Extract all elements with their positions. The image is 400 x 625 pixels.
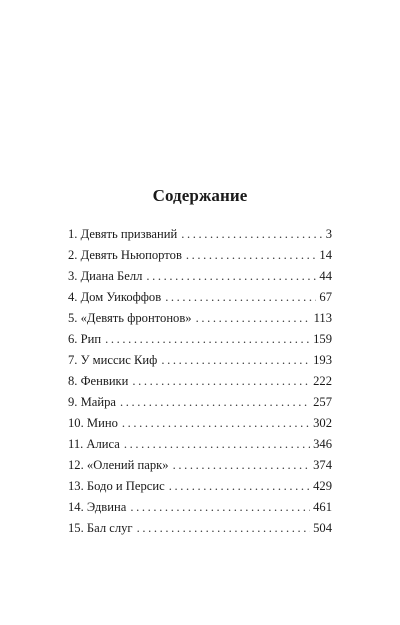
toc-entry bbox=[68, 455, 332, 476]
toc-entry-page: 14 bbox=[319, 248, 332, 262]
toc-entry-page: 44 bbox=[319, 269, 332, 283]
toc-entry-page: 222 bbox=[313, 374, 332, 388]
toc-leader-dots bbox=[120, 392, 310, 413]
toc-leader-dots bbox=[146, 266, 316, 287]
toc-entry-page: 302 bbox=[313, 416, 332, 430]
toc-entry-label: 3. Диана Белл bbox=[68, 269, 143, 283]
toc-leader-dots bbox=[130, 497, 310, 518]
toc-entry-label: 9. Майра bbox=[68, 395, 117, 409]
toc-entry-label: 13. Бодо и Персис bbox=[68, 479, 165, 493]
toc-leader-dots bbox=[169, 476, 310, 497]
toc-entry-label: 5. «Девять фронтонов» bbox=[68, 311, 192, 325]
toc-entry bbox=[68, 434, 332, 455]
toc-entry-label: 11. Алиса bbox=[68, 437, 120, 451]
toc-entry-label: 4. Дом Уикоффов bbox=[68, 290, 162, 304]
toc-leader-dots bbox=[122, 413, 310, 434]
toc-entry-label: 15. Бал слуг bbox=[68, 521, 133, 535]
toc-entry-page: 504 bbox=[313, 521, 332, 535]
toc-leader-dots bbox=[196, 308, 311, 329]
toc-leader-dots bbox=[173, 455, 311, 476]
toc-entry bbox=[68, 518, 332, 539]
toc-entry bbox=[68, 329, 332, 350]
toc-entry-page: 159 bbox=[313, 332, 332, 346]
toc-entry-label: 8. Фенвики bbox=[68, 374, 129, 388]
toc-leader-dots bbox=[124, 434, 310, 455]
toc-entry-label: 7. У миссис Киф bbox=[68, 353, 158, 367]
toc-leader-dots bbox=[161, 350, 310, 371]
toc-entry-page: 3 bbox=[325, 227, 332, 241]
toc-entry bbox=[68, 413, 332, 434]
toc-entry bbox=[68, 224, 332, 245]
toc-leader-dots bbox=[165, 287, 316, 308]
toc-entry-label: 6. Рип bbox=[68, 332, 102, 346]
toc-entry-label: 2. Девять Ньюпортов bbox=[68, 248, 182, 262]
toc-title: Содержание bbox=[152, 186, 248, 205]
toc-entry-label: 10. Мино bbox=[68, 416, 118, 430]
toc-entry-page: 429 bbox=[313, 479, 332, 493]
toc-entry bbox=[68, 350, 332, 371]
toc-entry bbox=[68, 308, 332, 329]
toc-entry bbox=[68, 497, 332, 518]
toc-entry bbox=[68, 392, 332, 413]
toc-entry bbox=[68, 476, 332, 497]
toc-entry-page: 257 bbox=[313, 395, 332, 409]
toc-list bbox=[68, 224, 332, 539]
toc-leader-dots bbox=[186, 245, 317, 266]
toc-entry bbox=[68, 266, 332, 287]
toc-entry-page: 193 bbox=[313, 353, 332, 367]
toc-entry-page: 346 bbox=[313, 437, 332, 451]
toc-entry-label: 1. Девять призваний bbox=[68, 227, 178, 241]
toc-leader-dots bbox=[132, 371, 310, 392]
toc-entry-label: 12. «Олений парк» bbox=[68, 458, 169, 472]
toc-leader-dots bbox=[137, 518, 311, 539]
toc-entry-label: 14. Эдвина bbox=[68, 500, 127, 514]
toc-entry bbox=[68, 287, 332, 308]
toc-leader-dots bbox=[181, 224, 322, 245]
toc-entry-page: 113 bbox=[313, 311, 332, 325]
toc-entry bbox=[68, 245, 332, 266]
toc-entry-page: 67 bbox=[319, 290, 332, 304]
toc-entry bbox=[68, 371, 332, 392]
toc-entry-page: 461 bbox=[313, 500, 332, 514]
toc-leader-dots bbox=[105, 329, 310, 350]
toc-entry-page: 374 bbox=[313, 458, 332, 472]
